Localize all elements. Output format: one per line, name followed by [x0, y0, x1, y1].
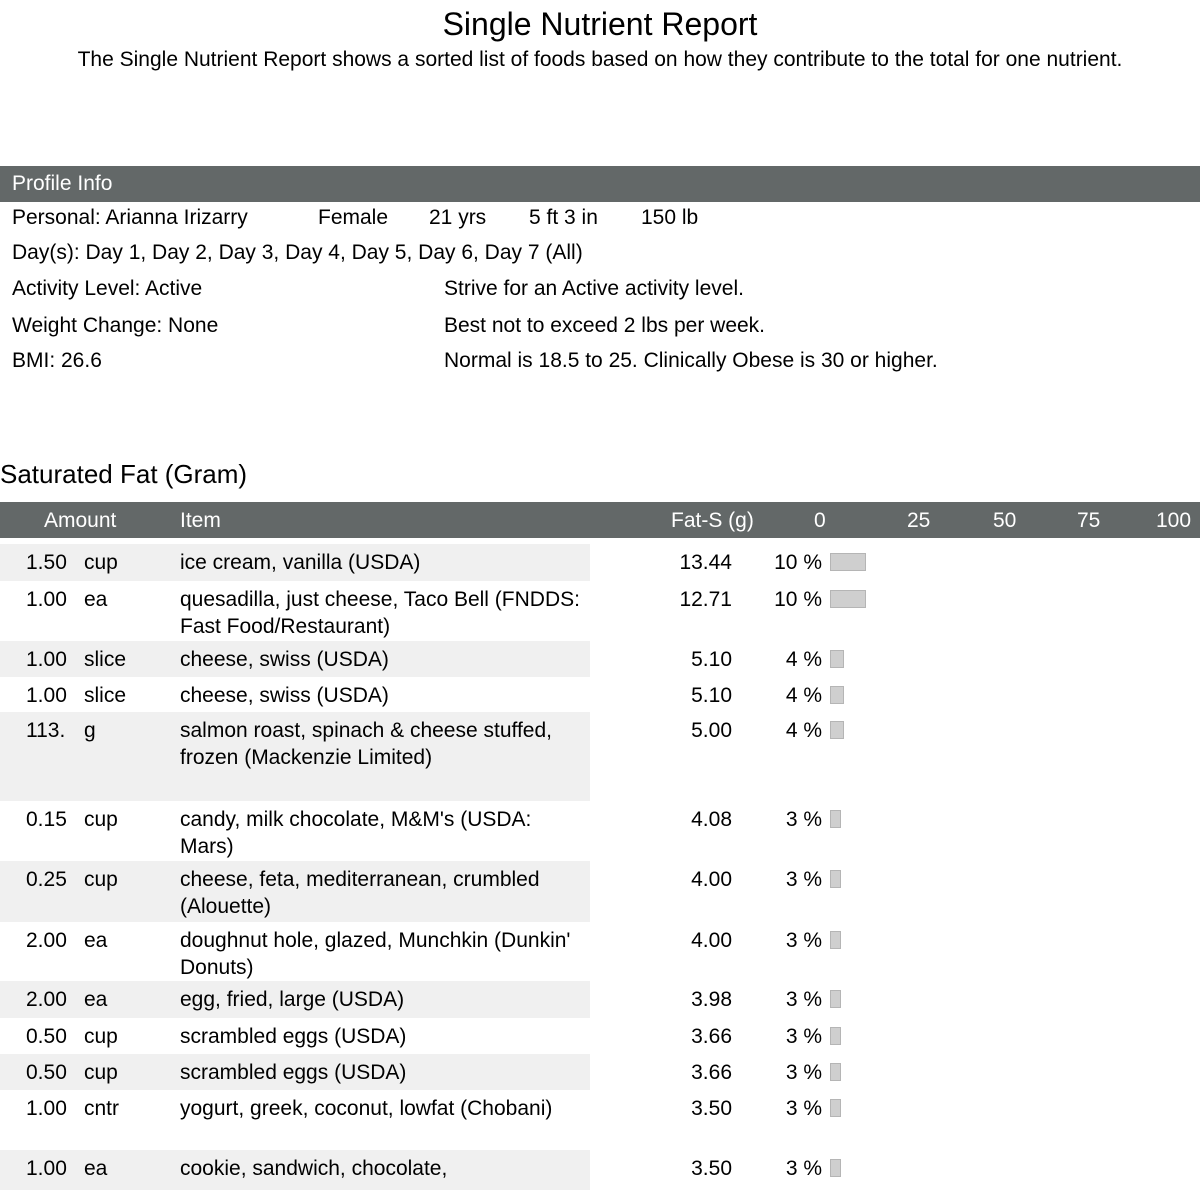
row-unit: cup	[84, 868, 118, 891]
table-row	[0, 861, 1200, 922]
profile-info-header	[0, 166, 1200, 202]
percent-bar	[830, 1159, 841, 1177]
row-value: 12.71	[679, 588, 732, 611]
row-unit: cup	[84, 808, 118, 831]
days-label: Day(s):	[12, 241, 80, 264]
weight-change: Weight Change: None	[12, 314, 219, 337]
row-item: scrambled eggs (USDA)	[180, 1061, 407, 1084]
row-quantity: 1.00	[26, 684, 67, 707]
row-value: 5.10	[691, 648, 732, 671]
bmi-value: BMI: 26.6	[12, 349, 102, 372]
percent-bar	[830, 553, 866, 571]
scale-tick-0: 0	[814, 509, 826, 532]
table-row	[0, 581, 1200, 641]
table-row	[0, 922, 1200, 981]
row-unit: ea	[84, 929, 108, 952]
percent-bar	[830, 870, 841, 888]
row-value: 13.44	[679, 551, 732, 574]
table-row	[0, 677, 1200, 712]
table-row	[0, 1018, 1200, 1054]
row-item: quesadilla, just cheese, Taco Bell (FNDDS: Fast Food/Restaurant)	[180, 588, 580, 638]
days-line	[12, 239, 583, 267]
row-item: cheese, swiss (USDA)	[180, 684, 389, 707]
row-percent: 10 %	[774, 551, 822, 574]
row-item: scrambled eggs (USDA)	[180, 1025, 407, 1048]
row-percent: 10 %	[774, 588, 822, 611]
row-unit: cntr	[84, 1097, 120, 1120]
table-row	[0, 712, 1200, 801]
row-unit: g	[84, 719, 96, 742]
row-percent: 3 %	[785, 868, 822, 891]
report-subtitle: The Single Nutrient Report shows a sorted list of foods based on how they contribute to the total for one nutrient.	[77, 48, 1123, 71]
row-item: cookie, sandwich, chocolate,	[180, 1157, 448, 1180]
row-value: 4.08	[691, 808, 732, 831]
row-quantity: 2.00	[26, 988, 67, 1011]
percent-bar	[830, 1063, 841, 1081]
row-item: cheese, swiss (USDA)	[180, 648, 389, 671]
percent-bar	[830, 931, 841, 949]
column-item: Item	[180, 509, 221, 532]
personal-line	[12, 204, 248, 232]
activity-note: Strive for an Active activity level.	[444, 277, 744, 300]
row-unit: ea	[84, 588, 108, 611]
percent-bar	[830, 590, 866, 608]
table-row	[0, 1054, 1200, 1090]
row-value: 4.00	[691, 929, 732, 952]
table-row	[0, 641, 1200, 677]
row-percent: 3 %	[785, 808, 822, 831]
row-percent: 3 %	[785, 1025, 822, 1048]
table-row	[0, 801, 1200, 861]
row-quantity: 1.00	[26, 648, 67, 671]
row-quantity: 1.00	[26, 1097, 67, 1120]
profile-height: 5 ft 3 in	[529, 206, 598, 229]
profile-info-label: Profile Info	[12, 172, 113, 195]
row-value: 3.50	[691, 1097, 732, 1120]
column-amount: Amount	[44, 509, 117, 532]
row-value: 3.50	[691, 1157, 732, 1180]
row-quantity: 0.25	[26, 868, 67, 891]
percent-bar	[830, 990, 841, 1008]
row-percent: 3 %	[785, 1097, 822, 1120]
profile-sex: Female	[318, 206, 389, 229]
nutrient-title: Saturated Fat (Gram)	[0, 459, 248, 489]
row-unit: cup	[84, 1025, 118, 1048]
row-percent: 3 %	[785, 1061, 822, 1084]
table-row	[0, 1150, 1200, 1190]
row-quantity: 1.00	[26, 1157, 67, 1180]
row-quantity: 1.00	[26, 588, 67, 611]
row-value: 4.00	[691, 868, 732, 891]
row-item: egg, fried, large (USDA)	[180, 988, 405, 1011]
row-percent: 4 %	[785, 648, 822, 671]
row-unit: cup	[84, 1061, 118, 1084]
table-row	[0, 981, 1200, 1018]
row-percent: 4 %	[785, 684, 822, 707]
percent-bar	[830, 1027, 841, 1045]
row-quantity: 1.50	[26, 551, 67, 574]
row-quantity: 2.00	[26, 929, 67, 952]
row-item: candy, milk chocolate, M&M's (USDA: Mars)	[180, 808, 532, 858]
row-percent: 3 %	[785, 988, 822, 1011]
column-value: Fat-S (g)	[671, 509, 754, 532]
row-item: doughnut hole, glazed, Munchkin (Dunkin' Donuts)	[180, 929, 571, 979]
percent-bar	[830, 810, 841, 828]
row-quantity: 0.50	[26, 1025, 67, 1048]
row-value: 3.66	[691, 1025, 732, 1048]
row-item: cheese, feta, mediterranean, crumbled (Alouette)	[180, 868, 540, 918]
scale-tick-100: 100	[1156, 509, 1192, 532]
row-value: 3.98	[691, 988, 732, 1011]
row-item: ice cream, vanilla (USDA)	[180, 551, 421, 574]
percent-bar	[830, 650, 844, 668]
row-unit: ea	[84, 988, 108, 1011]
row-percent: 3 %	[785, 929, 822, 952]
row-unit: ea	[84, 1157, 108, 1180]
scale-tick-25: 25	[907, 509, 931, 532]
percent-bar	[830, 721, 844, 739]
report-title: Single Nutrient Report	[442, 6, 758, 42]
table-header	[0, 502, 1200, 538]
row-percent: 3 %	[785, 1157, 822, 1180]
personal-label: Personal:	[12, 206, 101, 229]
weight-change-note: Best not to exceed 2 lbs per week.	[444, 314, 766, 337]
activity-level: Activity Level: Active	[12, 277, 203, 300]
row-quantity: 0.50	[26, 1061, 67, 1084]
scale-tick-75: 75	[1077, 509, 1101, 532]
row-value: 3.66	[691, 1061, 732, 1084]
profile-weight: 150 lb	[641, 206, 699, 229]
row-quantity: 0.15	[26, 808, 67, 831]
row-unit: slice	[84, 648, 127, 671]
row-unit: slice	[84, 684, 127, 707]
bmi-note: Normal is 18.5 to 25. Clinically Obese is 30 or higher.	[444, 349, 938, 372]
row-percent: 4 %	[785, 719, 822, 742]
row-unit: cup	[84, 551, 118, 574]
row-item: yogurt, greek, coconut, lowfat (Chobani)	[180, 1097, 553, 1120]
percent-bar	[830, 1099, 841, 1117]
profile-age: 21 yrs	[429, 206, 487, 229]
table-row	[0, 1090, 1200, 1150]
table-row	[0, 544, 1200, 581]
row-item: salmon roast, spinach & cheese stuffed, frozen (Mackenzie Limited)	[180, 719, 552, 769]
days-value: Day 1, Day 2, Day 3, Day 4, Day 5, Day 6, Day 7 (All)	[85, 241, 583, 264]
scale-tick-50: 50	[993, 509, 1017, 532]
row-value: 5.10	[691, 684, 732, 707]
row-quantity: 113.	[26, 719, 66, 742]
percent-bar	[830, 686, 844, 704]
row-value: 5.00	[691, 719, 732, 742]
profile-name: Arianna Irizarry	[105, 206, 248, 229]
